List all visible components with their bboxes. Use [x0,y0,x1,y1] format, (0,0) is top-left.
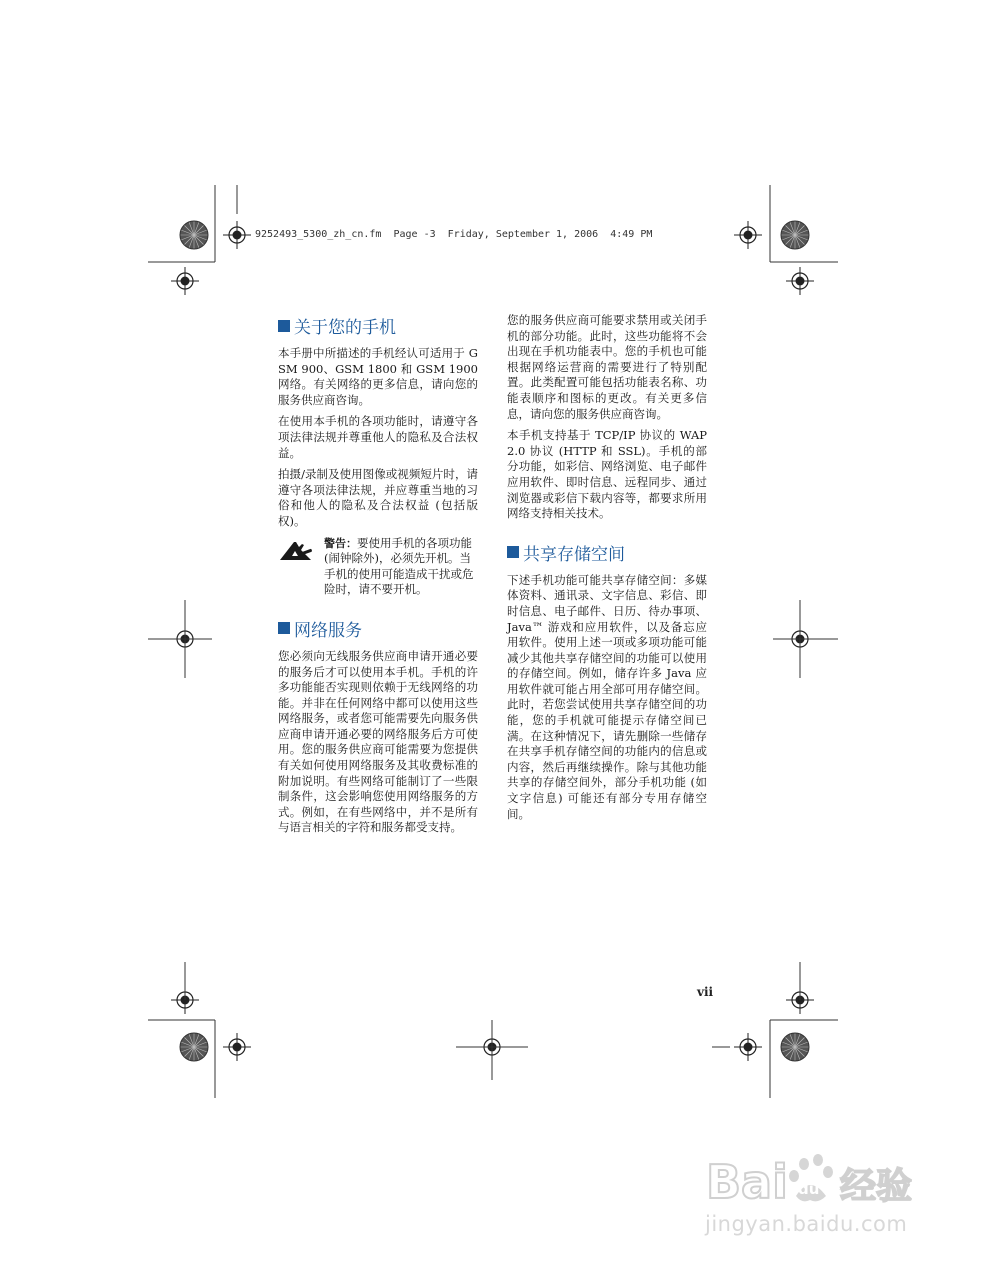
paragraph: 在使用本手机的各项功能时，请遵守各项法律法规并尊重他人的隐私及合法权益。 [278,414,478,460]
square-bullet-icon [507,546,519,558]
square-bullet-icon [278,622,290,634]
section-title-network-services [278,616,478,641]
left-column [278,313,478,842]
paragraph: 拍摄/录制及使用图像或视频短片时，请遵守各项法律法规，并应尊重当地的习俗和他人的隐私及合法权益 (包括版权)。 [278,467,478,528]
section-title-shared-memory [507,540,707,565]
square-bullet-icon [278,320,290,332]
paragraph: 下述手机功能可能共享存储空间：多媒体资料、通讯录、文字信息、彩信、即时信息、电子邮件、日历、待办事项、Java™ 游戏和应用软件，以及备忘应用软件。使用上述一项或多项功能可能减少其他共享存储空间的功能可以使用的存储空间。例如，储存许多 Java 应用软件就可能占用全部可用存储空间。此时，若您尝试使用共享存储空间的功能，您的手机就可能提示存储空间已满。在这种情况下，请先删除一些储存在共享手机存储空间的功能内的信息或内容，然后再继续操作。除与其他功能共享的存储空间外，部分手机功能 (如文字信息) 可能还有部分专用存储空间。 [507,572,707,821]
right-column [507,313,707,828]
svg-text:du: du [798,1180,820,1198]
section-title-text: 关于您的手机 [294,318,396,338]
baidu-jingyan-watermark-logo [700,1150,940,1260]
page-number: vii [697,985,714,999]
svg-text:Bai: Bai [706,1155,788,1209]
warning-body: 要使用手机的各项功能 (闹钟除外)，必须先开机。当手机的使用可能造成干扰或危险时，请不要开机。 [324,535,474,597]
paragraph: 本手册中所描述的手机经认可适用于 GSM 900、GSM 1800 和 GSM 1900 网络。有关网络的更多信息，请向您的服务供应商咨询。 [278,346,478,407]
paragraph: 您的服务供应商可能要求禁用或关闭手机的部分功能。此时，这些功能将不会出现在手机功能表中。您的手机也可能根据网络运营商的需要进行了特别配置。此类配置可能包括功能表名称、功能表顺序和图标的更改。有关更多信息，请向您的服务供应商咨询。 [507,313,707,421]
svg-text:经验: 经验 [840,1166,913,1207]
watermark-url: jingyan.baidu.com [705,1212,908,1236]
file-header: 9252493_5300_zh_cn.fm Page -3 Friday, September 1, 2006 4:49 PM [255,229,653,240]
section-title-text: 网络服务 [294,620,362,641]
warning-label: 警告： [324,536,357,550]
paragraph: 本手机支持基于 TCP/IP 协议的 WAP 2.0 协议 (HTTP 和 SSL)。手机的部分功能，如彩信、网络浏览、电子邮件应用软件、即时信息、远程同步、通过浏览器或彩信下载内容等，都要求所用网络支持相关技术。 [507,428,707,521]
warning-block [278,536,478,598]
warning-icon [278,536,318,598]
paragraph: 您必须向无线服务供应商申请开通必要的服务后才可以使用本手机。手机的许多功能能否实现则依赖于无线网络的功能。并非在任何网络中都可以使用这些网络服务，或者您可能需要先向服务供应商申请开通必要的网络服务后方可使用。您的服务供应商可能需要为您提供有关如何使用网络服务及其收费标准的附加说明。有些网络可能制订了一些限制条件，这会影响您使用网络服务的方式。例如，在有些网络中，并不是所有与语言相关的字符和服务都受支持。 [278,648,478,835]
section-title-about-phone [278,313,478,338]
warning-text [324,536,478,598]
section-title-text: 共享存储空间 [523,544,625,565]
